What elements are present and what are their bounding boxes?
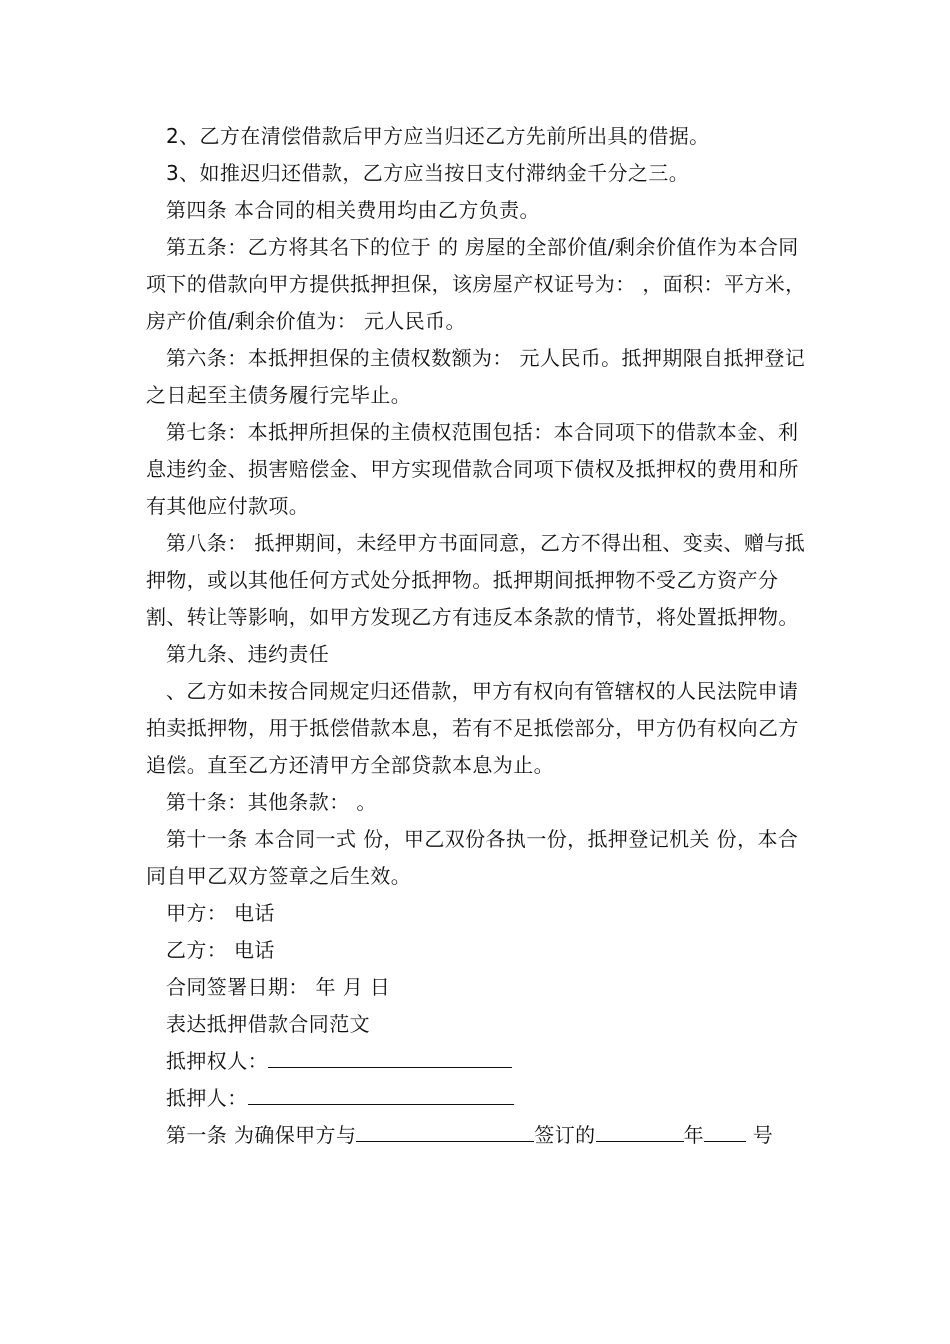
- article-1-mid2: 年: [683, 1123, 704, 1147]
- clause-repay-receipt: 2、乙方在清偿借款后甲方应当归还乙方先前所出具的借据。: [166, 124, 710, 148]
- article-10: 第十条：其他条款： 。: [166, 790, 377, 814]
- article-1-blank-party: [356, 1119, 534, 1142]
- article-1-blank-year: [596, 1119, 684, 1142]
- article-11: 第十一条 本合同一式 份，甲乙双份各执一份，抵押登记机关 份，本合同自甲乙双方签章之后生效。: [146, 827, 799, 888]
- signing-date-line: 合同签署日期： 年 月 日: [166, 975, 391, 999]
- mortgagee-label: 抵押权人：: [166, 1049, 268, 1073]
- article-5: 第五条：乙方将其名下的位于 的 房屋的全部价值/剩余价值作为本合同项下的借款向甲方提供抵押担保，该房屋产权证号为： ，面积：平方米，房产价值/剩余价值为： 元人民币。: [146, 235, 806, 333]
- article-4: 第四条 本合同的相关费用均由乙方负责。: [166, 198, 540, 222]
- article-1-prefix: 第一条 为确保甲方与: [166, 1123, 357, 1147]
- mortgagor-blank: [248, 1082, 514, 1105]
- article-9-title: 第九条、违约责任: [166, 642, 330, 666]
- section-title: 表达抵押借款合同范文: [166, 1012, 370, 1036]
- article-9-body: 、乙方如未按合同规定归还借款，甲方有权向有管辖权的人民法院申请拍卖抵押物，用于抵偿借款本息，若有不足抵偿部分，甲方仍有权向乙方追偿。直至乙方还清甲方全部贷款本息为止。: [146, 679, 799, 777]
- article-7: 第七条：本抵押所担保的主债权范围包括：本合同项下的借款本金、利息违约金、损害赔偿金、甲方实现借款合同项下债权及抵押权的费用和所有其他应付款项。: [146, 420, 799, 518]
- mortgagor-label: 抵押人：: [166, 1086, 248, 1110]
- mortgagee-blank: [268, 1045, 512, 1068]
- contract-text: [146, 118, 816, 1154]
- mortgagor-line: [146, 1080, 816, 1117]
- party-b-line: 乙方： 电话: [166, 938, 275, 962]
- article-1-suffix: 号: [745, 1123, 774, 1147]
- article-1-mid1: 签订的: [534, 1123, 596, 1147]
- article-1-blank-number: [704, 1119, 746, 1142]
- clause-late-fee: 3、如推迟归还借款，乙方应当按日支付滞纳金千分之三。: [166, 161, 690, 185]
- article-1-line: [146, 1117, 816, 1154]
- mortgagee-line: [146, 1043, 816, 1080]
- article-6: 第六条：本抵押担保的主债权数额为： 元人民币。抵押期限自抵押登记之日起至主债务履行完毕止。: [146, 346, 806, 407]
- article-8: 第八条： 抵押期间，未经甲方书面同意，乙方不得出租、变卖、赠与抵押物，或以其他任何方式处分抵押物。抵押期间抵押物不受乙方资产分割、转让等影响，如甲方发现乙方有违反本条款的情节，将处置抵押物。: [146, 531, 806, 629]
- party-a-line: 甲方： 电话: [166, 901, 275, 925]
